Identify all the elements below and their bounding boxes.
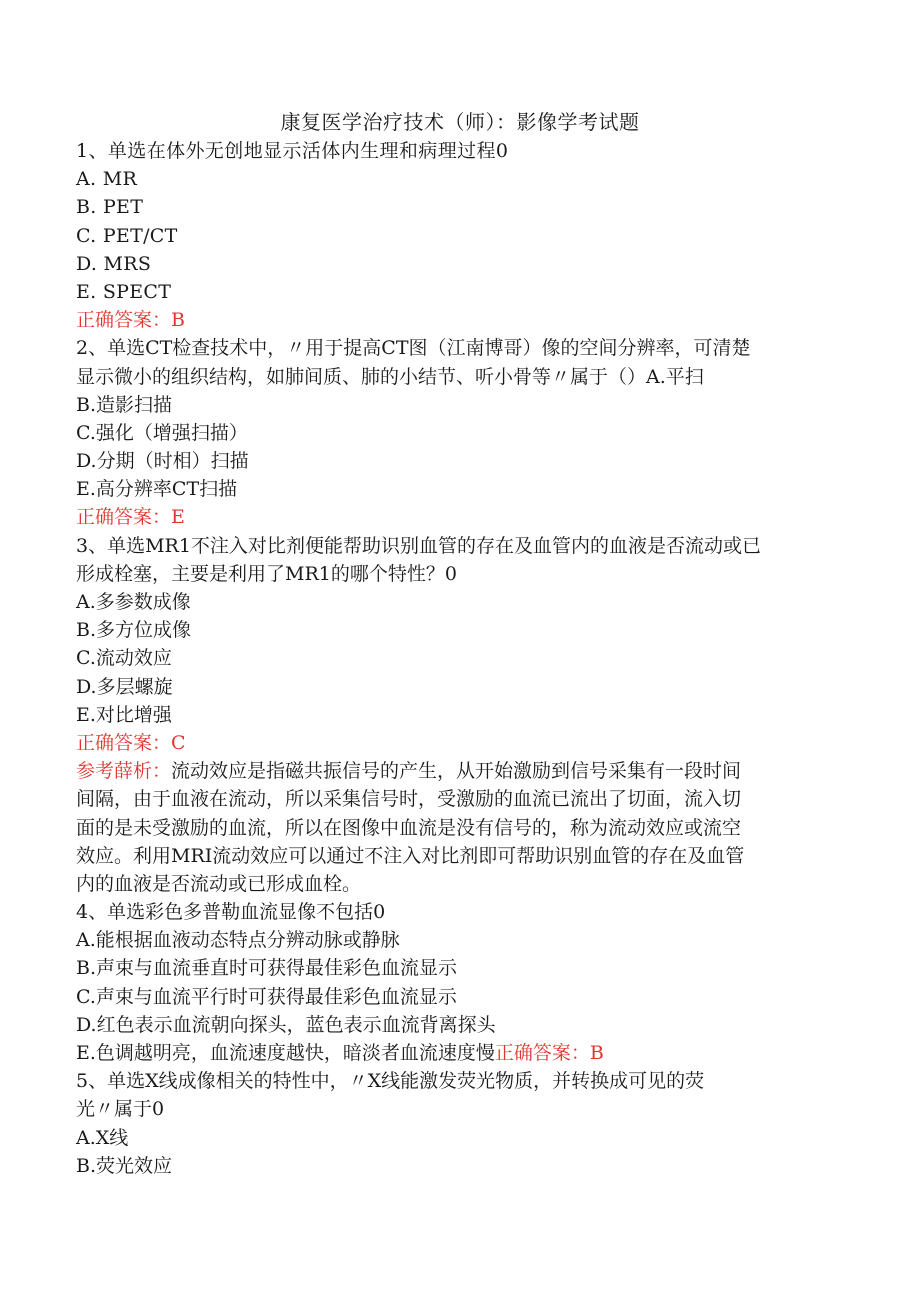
question-2-stem-line-1: 2、单选CT检查技术中，〃用于提高CT图（江南博哥）像的空间分辨率，可清楚 (76, 337, 751, 360)
question-3-option-e: E.对比增强 (76, 703, 172, 726)
question-4-option-e: E.色调越明亮，血流速度越快，暗淡者血流速度慢 (76, 1042, 495, 1064)
question-3-option-b: B.多方位成像 (76, 619, 192, 642)
question-4-option-e-with-answer (76, 1039, 836, 1067)
question-3-stem-line-1: 3、单选MR1不注入对比剂便能帮助识别血管的存在及血管内的血液是否流动或已 (76, 534, 761, 557)
question-3-option-d: D.多层螺旋 (76, 675, 173, 698)
question-1-option-b: B. PET (76, 196, 144, 219)
question-1-option-c: C. PET/CT (76, 224, 178, 247)
question-5-stem-line-2: 光〃属于0 (76, 1098, 165, 1121)
document-body (76, 137, 836, 1180)
question-3-analysis-line-4: 效应。利用MRI流动效应可以通过不注入对比剂即可帮助识别血管的存在及血管 (76, 844, 745, 867)
question-4-option-d: D.红色表示血流朝向探头，蓝色表示血流背离探头 (76, 1013, 496, 1036)
question-3-analysis-line-1 (76, 757, 836, 785)
question-4-stem: 4、单选彩色多普勒血流显像不包括0 (76, 901, 386, 924)
question-1-option-a: A. MR (76, 168, 138, 191)
question-3-analysis-line-5: 内的血液是否流动或已形成血栓。 (76, 872, 362, 895)
question-5-option-b: B.荧光效应 (76, 1154, 173, 1177)
question-3-analysis-line-3: 面的是未受激励的血流，所以在图像中血流是没有信号的，称为流动效应或流空 (76, 816, 742, 839)
question-5-option-a: A.X线 (76, 1126, 129, 1149)
question-2-option-d: D.分期（时相）扫描 (76, 450, 249, 473)
question-4-option-b: B.声束与血流垂直时可获得最佳彩色血流显示 (76, 957, 458, 980)
question-2-option-b: B.造影扫描 (76, 393, 173, 416)
question-3-option-a: A.多参数成像 (76, 591, 191, 613)
question-1-option-e: E. SPECT (76, 280, 172, 303)
question-2-option-c: C.强化（增强扫描） (76, 421, 248, 444)
question-2-option-e: E.高分辨率CT扫描 (76, 478, 238, 501)
question-2-answer: 正确答案：E (76, 506, 185, 529)
question-2-stem-line-2: 显示微小的组织结构，如肺间质、肺的小结节、听小骨等〃属于（）A.平扫 (76, 365, 704, 388)
question-1-stem: 1、单选在体外无创地显示活体内生理和病理过程0 (76, 140, 509, 162)
analysis-text: 流动效应是指磁共振信号的产生，从开始激励到信号采集有一段时间 (171, 760, 742, 783)
question-1-answer: 正确答案：B (76, 309, 185, 332)
question-5-stem-line-1: 5、单选X线成像相关的特性中，〃X线能激发荧光物质，并转换成可见的荧 (76, 1070, 705, 1093)
question-3-option-c: C.流动效应 (76, 647, 172, 670)
question-3-answer: 正确答案：C (76, 731, 186, 754)
question-1-option-d: D. MRS (76, 252, 152, 275)
question-3-stem-line-2: 形成栓塞，主要是利用了MR1的哪个特性？0 (76, 562, 457, 585)
question-4-option-a: A.能根据血液动态特点分辨动脉或静脉 (76, 929, 400, 952)
question-4-answer: 正确答案：B (494, 1042, 604, 1064)
analysis-label: 参考薛析： (76, 760, 172, 783)
question-4-option-c: C.声束与血流平行时可获得最佳彩色血流显示 (76, 985, 457, 1008)
question-3-analysis-line-2: 间隔，由于血液在流动，所以采集信号时，受激励的血流已流出了切面，流入切 (76, 788, 742, 811)
document-title: 康复医学治疗技术（师）：影像学考试题 (280, 110, 640, 134)
